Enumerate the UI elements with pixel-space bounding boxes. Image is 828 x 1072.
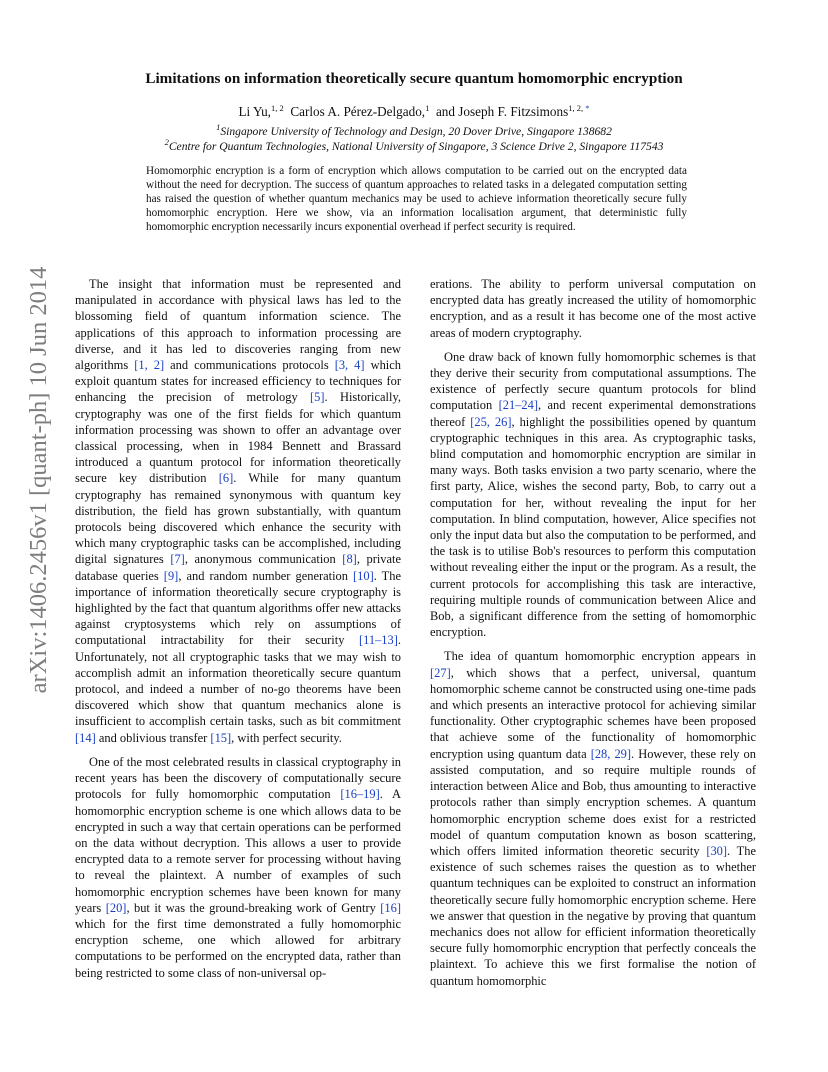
body-column-right	[430, 276, 756, 997]
footnote-marker[interactable]: *	[585, 103, 590, 113]
abstract: Homomorphic encryption is a form of encryption which allows computation to be carried out on the encrypted data without the need for decryption. The success of quantum approaches to related tasks in a delegated computation setting has raised the question of whether quantum mechanics may be used to achieve information theoretically secure fully homomorphic encryption. Here we show, via an information localisation argument, that deterministic fully homomorphic encryption necessarily incurs exponential overhead if perfect security is required.	[146, 165, 687, 234]
paragraph: The idea of quantum homomorphic encryption appears in [27], which shows that a perfect, universal, quantum homomorphic scheme cannot be constructed using one-time pads and which presents an interactive protocol for achieving similar functionality. Other cryptographic schemes have been proposed that achieve some of the functionality of homomorphic encryption using quantum data [28, 29]. However, these rely on assisted computation, and so require multiple rounds of interaction between Alice and Bob, thus amounting to interactive protocols rather than simply encryption schemes. A quantum homomorphic encryption scheme does exist for a restricted model of quantum computation known as boson scattering, which offers limited information theoretic security [30]. The existence of such schemes raises the question as to whether quantum techniques can be exploited to construct an information theoretically secure fully homomorphic encryption scheme. Here we answer that question in the negative by proving that quantum mechanics does not allow for efficient information theoretically secure fully homomorphic encryption that perfectly conceals the plaintext. To achieve this we first formalise the notion of quantum homomorphic	[430, 649, 756, 988]
citation-link[interactable]: [3, 4]	[334, 358, 365, 373]
body-column-left	[75, 276, 401, 989]
citation-link[interactable]: [15]	[210, 730, 232, 745]
affiliations	[0, 124, 828, 154]
citation-link[interactable]: [28, 29]	[590, 746, 632, 761]
paper-title: Limitations on information theoretically secure quantum homomorphic encryption	[145, 70, 683, 87]
citation-link[interactable]: [25, 26]	[470, 414, 512, 429]
paragraph: The insight that information must be represented and manipulated in accordance with physical laws has led to the blossoming field of quantum information science. The applications of this approach to information processing are diverse, and it has led to discoveries ranging from new algorithms [1, 2] and communications protocols [3, 4] which exploit quantum states for increased efficiency to techniques for enhancing the precision of metrology [5]. Historically, cryptography was one of the first fields for which quantum information processing was shown to offer an advantage over classical processing, when in 1984 Bennett and Brassard introduced a quantum protocol for information theoretically secure key distribution [6]. While for many quantum cryptography has remained synonymous with quantum key distribution, the field has grown substantially, with quantum protocols being discovered which enhance the security with which many cryptographic tasks can be accomplished, including digital signatures [7], anonymous communication [8], private database queries [9], and random number generation [10]. The importance of information theoretically secure cryptography is highlighted by the fact that quantum algorithms offer new attacks against cryptosystems which rely on assumptions of computational intractability for their security [11–13]. Unfortunately, not all cryptographic tasks that we may wish to accomplish admit an information theoretically secure quantum protocol, and indeed a number of no-go theorems have been discovered which show that quantum mechanics alone is insufficient to accomplish certain tasks, such as bit commitment [14] and oblivious transfer [15], with perfect security.	[75, 277, 402, 745]
citation-link[interactable]: [6]	[218, 471, 234, 486]
citation-link[interactable]: [11–13]	[358, 633, 398, 648]
citation-link[interactable]: [14]	[75, 730, 96, 745]
citation-link[interactable]: [27]	[430, 665, 451, 680]
paragraph: erations. The ability to perform universal computation on encrypted data has greatly increased the utility of homomorphic encryption, and as a result it has become one of the most active areas of modern cryptography.	[430, 277, 756, 340]
citation-link[interactable]: [5]	[310, 390, 325, 405]
affiliation: $^2$Centre for Quantum Technologies, National University of Singapore, 3 Science Drive 2, Singapore 117543	[164, 137, 664, 153]
paragraph: One draw back of known fully homomorphic schemes is that they derive their security from computational assumptions. The existence of perfectly secure quantum protocols for blind computation [21–24], and recent experimental demonstrations thereof [25, 26], highlight the possibilities opened by quantum cryptographic techniques in this area. As cryptographic tasks, blind computation and homomorphic encryption are similar in many ways. Both tasks envision a two party scenario, where the first party, Alice, wishes the second party, Bob, to carry out a computation for her, without revealing the input for her computation. In blind computation, however, Alice specifies not only the input data but also the computation to be performed, and the task is to utilise Bob's resources to perform this computation without revealing either the input or the program. As a result, the current protocols for accomplishing this task are interactive, requiring multiple rounds of communication between Alice and Bob, a significant difference from the setting of homomorphic encryption.	[430, 349, 756, 640]
paragraph: One of the most celebrated results in classical cryptography in recent years has been the discovery of computationally secure protocols for fully homomorphic computation [16–19]. A homomorphic encryption scheme is one which allows data to be encrypted in such a way that certain operations can be performed on the data without decryption. This allows a user to provide encrypted data to a remote server for processing without having to reveal the plaintext. A number of examples of such homomorphic encryption schemes have been known for many years [20], but it was the ground-breaking work of Gentry [16] which for the first time demonstrated a fully homomorphic encryption scheme, one which allowed for arbitrary computations to be performed on the encrypted data, rather than being restricted to some class of non-universal op-	[75, 754, 401, 980]
citation-link[interactable]: [20]	[105, 900, 127, 915]
citation-link[interactable]: [30]	[706, 843, 728, 858]
author-name: and Joseph F. Fitzsimons	[435, 104, 569, 119]
citation-link[interactable]: [21–24]	[498, 398, 538, 413]
author-list: Li Yu,$^{1, 2}$ Carlos A. Pérez-Delgado,$^1$ and Joseph F. Fitzsimons$^{1, 2, *}$	[238, 103, 590, 119]
citation-link[interactable]: [16–19]	[340, 787, 380, 802]
citation-link[interactable]: [7]	[170, 552, 185, 567]
citation-link[interactable]: [1, 2]	[134, 358, 165, 373]
citation-link[interactable]: [10]	[353, 568, 374, 583]
arxiv-identifier: arXiv:1406.2456v1 [quant-ph] 10 Jun 2014	[25, 266, 52, 694]
author-name: Carlos A. Pérez-Delgado,	[290, 104, 426, 119]
affiliation: $^1$Singapore University of Technology and Design, 20 Dover Drive, Singapore 138682	[216, 122, 612, 138]
citation-link[interactable]: [16]	[380, 900, 401, 915]
citation-link[interactable]: [8]	[342, 552, 357, 567]
citation-link[interactable]: [9]	[163, 568, 179, 583]
author-name: Li Yu,	[238, 104, 271, 119]
arxiv-sidebar	[18, 266, 60, 694]
